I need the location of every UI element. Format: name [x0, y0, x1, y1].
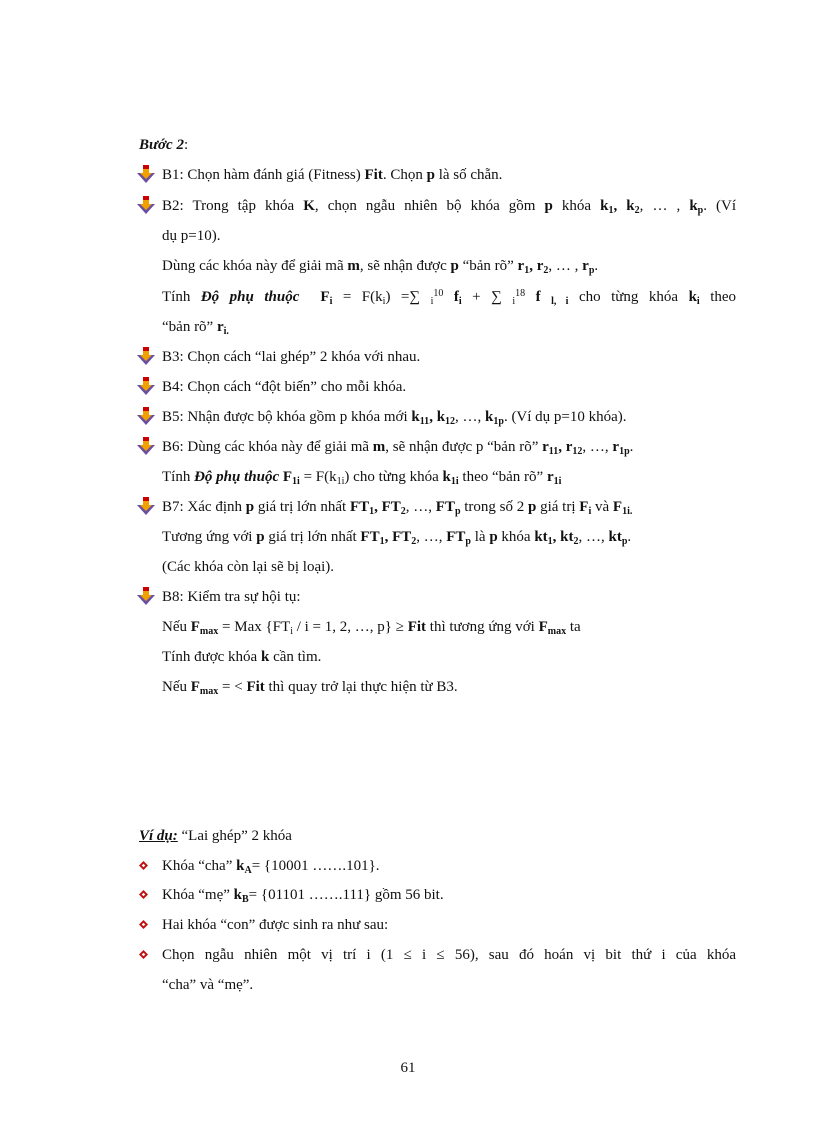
step-b8-condition-1: Nếu $F_{max}$ = Max {$FT_i / i = 1$, 2, …, p} ≥ Fit thì tương ứng với $F_{max}$ ta	[162, 619, 581, 637]
arrow-down-bullet-icon	[137, 347, 155, 365]
step-b7-note: (Các khóa còn lại sẽ bị loại).	[162, 559, 335, 575]
example-random-position: Chọn ngẫu nhiên một vị trí i (1 ≤ i ≤ 56), sau đó hoán vị bit thứ i của khóa	[162, 947, 736, 963]
step-b3: B3: Chọn cách “lai ghép” 2 khóa với nhau.	[162, 349, 421, 365]
step-heading: Bước 2:	[139, 137, 189, 153]
step-b8: B8: Kiểm tra sự hội tụ:	[162, 589, 301, 605]
arrow-down-bullet-icon	[137, 165, 155, 183]
example-mother-key: Khóa “mẹ” $k_B= \{01101$ …….111} gồm 56 bit.	[162, 887, 444, 905]
diamond-bullet-icon	[139, 890, 148, 899]
step-b2-fitness-wrap: “bản rõ” $r_{i.}$	[162, 319, 229, 337]
arrow-down-bullet-icon	[137, 437, 155, 455]
step-b5: B5: Nhận được bộ khóa gồm p khóa mới $k_{11}$, $k_{12}$, …, $k_{1p}$. (Ví dụ p=10 khóa).	[162, 409, 627, 427]
step-b2-wrap: dụ p=10).	[162, 228, 221, 244]
step-b4: B4: Chọn cách “đột biến” cho mỗi khóa.	[162, 379, 407, 395]
step-b6-fitness: Tính Độ phụ thuộc $F_{1i} = F(k_{1i})$ cho từng khóa $k_{1i}$ theo “bản rõ” $r_{1i}$	[162, 469, 562, 487]
arrow-down-bullet-icon	[137, 497, 155, 515]
diamond-bullet-icon	[139, 950, 148, 959]
step-b1: B1: Chọn hàm đánh giá (Fitness) Fit. Chọn p là số chẵn.	[162, 167, 503, 183]
example-children: Hai khóa “con” được sinh ra như sau:	[162, 917, 389, 933]
arrow-down-bullet-icon	[137, 407, 155, 425]
step-b2-decode: Dùng các khóa này để giải mã m, sẽ nhận được p “bản rõ” $r_1$, $r_2$, … , $r_p$.	[162, 258, 599, 276]
page-number: 61	[400, 1060, 416, 1076]
diamond-bullet-icon	[139, 920, 148, 929]
arrow-down-bullet-icon	[137, 377, 155, 395]
step-b8-key: Tính được khóa k cần tìm.	[162, 649, 322, 665]
arrow-down-bullet-icon	[137, 587, 155, 605]
step-b2-fitness: Tính Độ phụ thuộc $F_i = F(k_i)$ =∑ $_i^{10}$ $f_i$ + ∑ $_i^{18}$ f $_{l, i}$ cho từng khóa $k_i$ theo	[162, 288, 737, 307]
step-b8-condition-2: Nếu $F_{max}$ = < Fit thì quay trở lại thực hiện từ B3.	[162, 679, 458, 697]
arrow-down-bullet-icon	[137, 196, 155, 214]
step-b6: B6: Dùng các khóa này để giải mã m, sẽ nhận được p “bản rõ” $r_{11}$, $r_{12}$, …, $r_{1p}$.	[162, 439, 634, 457]
step-b7: B7: Xác định p giá trị lớn nhất $FT_1$, $FT_2$, …, $FT_p$ trong số 2 p giá trị $F_i$ và $F_{1i.}$	[162, 499, 633, 517]
step-b2: B2: Trong tập khóa K, chọn ngẫu nhiên bộ khóa gồm p khóa $k_1$, $k_2$, … , $k_p$. (Ví	[162, 198, 737, 216]
diamond-bullet-icon	[139, 861, 148, 870]
step-b7-correspond: Tương ứng với p giá trị lớn nhất $FT_1$, $FT_2$, …, $FT_p$ là p khóa $kt_1$, $kt_2$, …, $kt_p$.	[162, 529, 632, 547]
example-heading: Ví dụ: “Lai ghép” 2 khóa	[139, 828, 292, 844]
example-random-position-wrap: “cha” và “mẹ”.	[162, 977, 254, 993]
example-father-key: Khóa “cha” $k_A= \{10001$ …….101}.	[162, 858, 380, 876]
